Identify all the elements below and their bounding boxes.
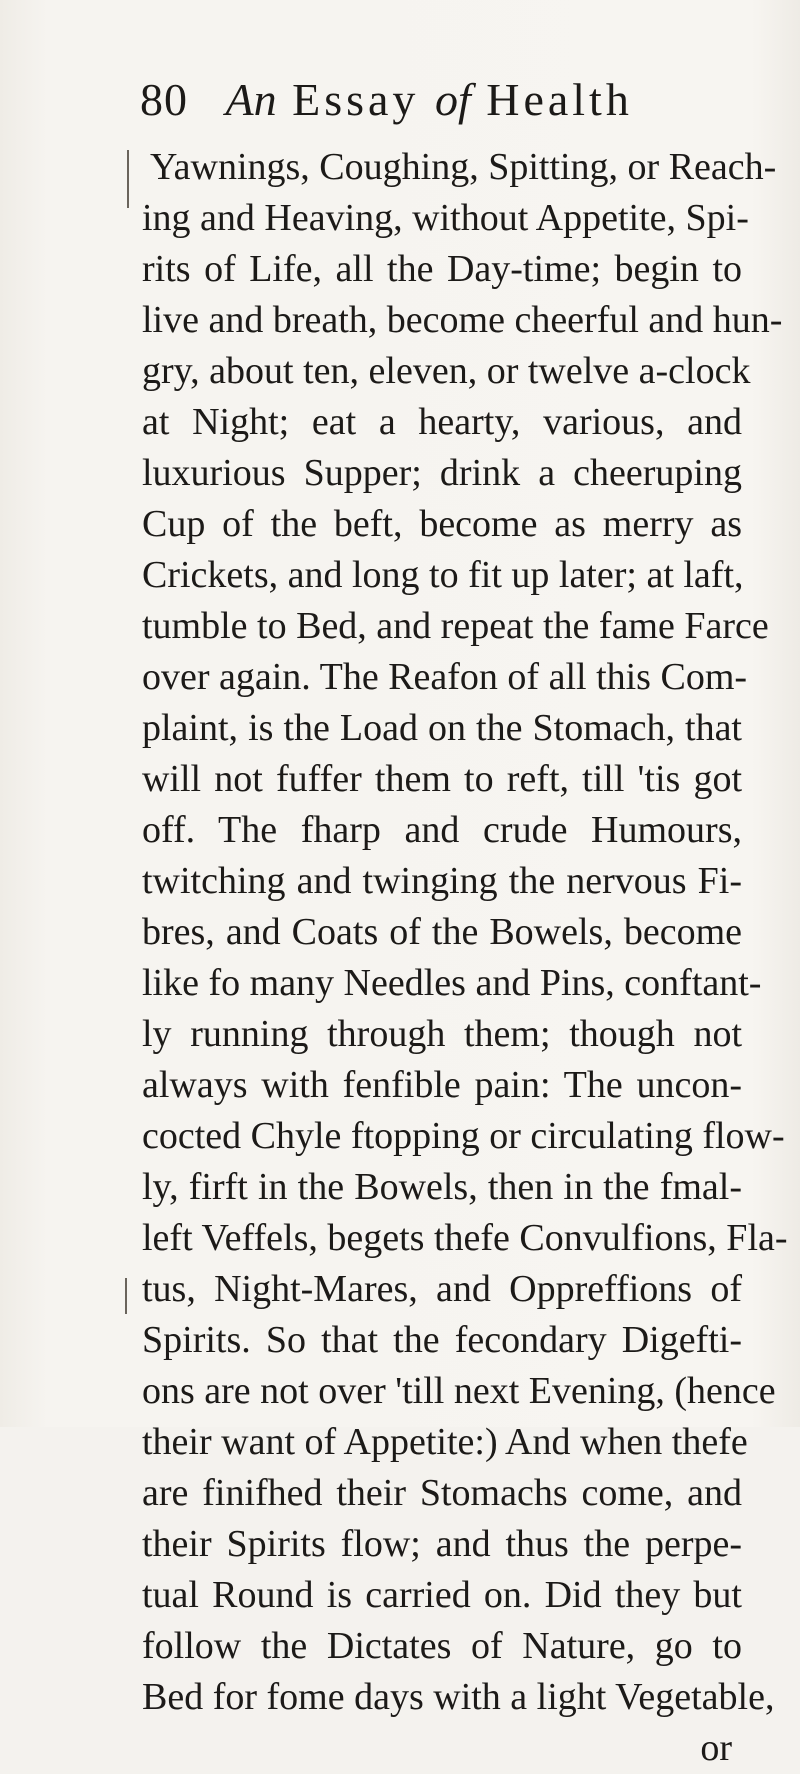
- running-title-essay: Essay: [292, 74, 420, 125]
- text-line: twitching and twinging the nervous Fi-: [142, 860, 742, 902]
- text-line: Spirits. So that the fecondary Digefti-: [142, 1319, 742, 1361]
- page-number: 80: [140, 74, 188, 125]
- text-line: cocted Chyle ftopping or circulating flow-: [142, 1115, 785, 1157]
- text-line: like fo many Needles and Pins, conftant-: [142, 962, 762, 1004]
- text-line: tual Round is carried on. Did they but: [142, 1574, 742, 1616]
- margin-mark: [127, 150, 129, 208]
- text-line: plaint, is the Load on the Stomach, that: [142, 707, 742, 749]
- text-line: will not fuffer them to reft, till 'tis got: [142, 758, 742, 800]
- text-line: Yawnings, Coughing, Spitting, or Reach-: [150, 146, 777, 188]
- running-title-of: of: [434, 74, 471, 125]
- text-line: Crickets, and long to fit up later; at laft,: [142, 554, 744, 596]
- text-line: bres, and Coats of the Bowels, become: [142, 911, 742, 953]
- text-line: ly running through them; though not: [142, 1013, 742, 1055]
- margin-mark: [125, 1278, 127, 1314]
- text-line: left Veffels, begets thefe Convulfions, Fla-: [142, 1217, 788, 1259]
- text-line: Cup of the beft, become as merry as: [142, 503, 742, 545]
- text-line: follow the Dictates of Nature, go to: [142, 1625, 742, 1667]
- running-header: [140, 64, 740, 136]
- text-line: their Spirits flow; and thus the perpe-: [142, 1523, 742, 1565]
- page-body-text: [142, 142, 788, 1774]
- text-line: are finifhed their Stomachs come, and: [142, 1472, 742, 1514]
- text-line: ons are not over 'till next Evening, (hence: [142, 1370, 776, 1412]
- running-title-an: An: [225, 74, 277, 125]
- catchword: or: [700, 1727, 732, 1769]
- running-title-health: Health: [486, 74, 633, 125]
- text-line: their want of Appetite:) And when thefe: [142, 1421, 748, 1463]
- running-title: [226, 64, 633, 136]
- text-line: off. The fharp and crude Humours,: [142, 809, 742, 851]
- text-line: tumble to Bed, and repeat the fame Farce: [142, 605, 769, 647]
- text-line: ly, firft in the Bowels, then in the fmal-: [142, 1166, 742, 1208]
- text-line: Bed for fome days with a light Vegetable,: [142, 1676, 775, 1718]
- text-line: ing and Heaving, without Appetite, Spi-: [142, 197, 749, 239]
- text-line: live and breath, become cheerful and hun-: [142, 299, 783, 341]
- text-line: over again. The Reafon of all this Com-: [142, 656, 748, 698]
- text-line: rits of Life, all the Day-time; begin to: [142, 248, 742, 290]
- text-line: tus, Night-Mares, and Oppreffions of: [142, 1268, 742, 1310]
- text-line: gry, about ten, eleven, or twelve a-clock: [142, 350, 751, 392]
- text-line: always with fenfible pain: The uncon-: [142, 1064, 742, 1106]
- text-line: luxurious Supper; drink a cheeruping: [142, 452, 742, 494]
- text-line: at Night; eat a hearty, various, and: [142, 401, 742, 443]
